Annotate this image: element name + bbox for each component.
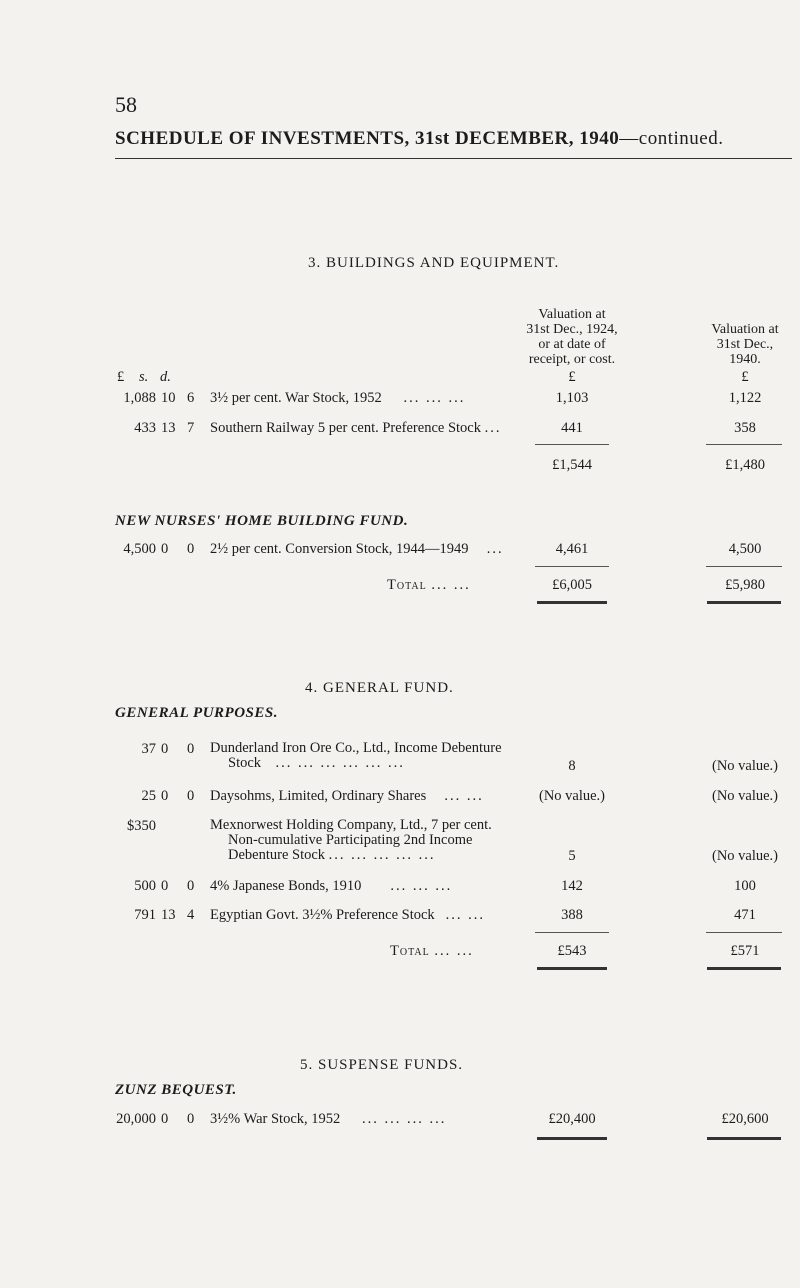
total-label-text: Total <box>390 943 430 959</box>
value-1924: 1,103 <box>555 390 589 406</box>
value-1924: 4,461 <box>555 541 589 557</box>
col1-header-line: Valuation at <box>538 307 606 322</box>
total-rule <box>535 566 609 567</box>
holding-description <box>210 1111 446 1128</box>
dot-leader: ... ... ... <box>390 878 453 894</box>
total-double-rule <box>707 601 781 604</box>
holding-shillings: 0 <box>161 541 169 557</box>
unit-pounds: £ <box>117 369 125 385</box>
description-line: Debenture Stock <box>228 847 326 863</box>
holding-description <box>210 818 492 863</box>
fund-subheading: NEW NURSES' HOME BUILDING FUND. <box>115 513 409 529</box>
total-1940: £5,980 <box>725 577 765 593</box>
holding-pounds: 25 <box>141 788 156 804</box>
section-5-title: 5. SUSPENSE FUNDS. <box>300 1057 464 1073</box>
value-1940: (No value.) <box>711 848 779 864</box>
value-1924: 388 <box>561 907 583 923</box>
value-1940: 471 <box>734 907 756 923</box>
total-label <box>390 943 474 960</box>
col1-header-line: or at date of <box>538 337 606 352</box>
section-3-title: 3. BUILDINGS AND EQUIPMENT. <box>308 255 560 271</box>
holding-pounds: 500 <box>134 878 156 894</box>
dot-leader: ... <box>484 420 502 436</box>
dot-leader: ... ... ... ... <box>362 1111 447 1127</box>
col1-header-line: receipt, or cost. <box>528 352 616 367</box>
holding-pence: 4 <box>187 907 195 923</box>
page-number: 58 <box>115 92 137 117</box>
total-1924: £543 <box>557 943 587 959</box>
subtotal-rule <box>706 444 782 445</box>
value-1924: 142 <box>561 878 583 894</box>
col2-header-line: 31st Dec., <box>716 337 774 352</box>
value-1940: 358 <box>734 420 756 436</box>
value-1940: (No value.) <box>711 758 779 774</box>
col2-header-line: Valuation at <box>711 322 779 337</box>
holding-pounds: 791 <box>134 907 156 923</box>
total-rule <box>535 932 609 933</box>
zunz-bequest-subheading: ZUNZ BEQUEST. <box>115 1082 237 1098</box>
holding-shillings: 0 <box>161 1111 169 1127</box>
value-1940: (No value.) <box>711 788 779 804</box>
holding-pence: 0 <box>187 741 195 757</box>
holding-shillings: 13 <box>161 907 176 923</box>
value-1940: 4,500 <box>728 541 762 557</box>
description-text: Southern Railway 5 per cent. Preference Stock <box>210 420 481 436</box>
unit-col2: £ <box>741 369 749 385</box>
col1-header <box>507 307 637 367</box>
total-rule <box>706 932 782 933</box>
holding-pounds: 433 <box>134 420 156 436</box>
dot-leader: ... ... <box>444 788 484 804</box>
heading-main: SCHEDULE OF INVESTMENTS, 31st DECEMBER, 1940 <box>115 128 620 149</box>
subtotal-1940: £1,480 <box>725 457 765 473</box>
dot-leader: ... ... <box>434 943 474 959</box>
total-1940: £571 <box>730 943 760 959</box>
value-1924: 441 <box>561 420 583 436</box>
holding-description <box>210 541 504 558</box>
general-purposes-subheading: GENERAL PURPOSES. <box>115 705 278 721</box>
dot-leader: ... ... ... ... ... <box>328 847 436 863</box>
total-label <box>387 577 471 594</box>
holding-shillings: 0 <box>161 741 169 757</box>
holding-pounds: 1,088 <box>123 390 156 406</box>
dot-leader: ... ... <box>445 907 485 923</box>
unit-pence: d. <box>160 369 171 385</box>
description-line: Non-cumulative Participating 2nd Income <box>228 832 473 848</box>
subtotal-1924: £1,544 <box>552 457 592 473</box>
holding-description <box>210 788 484 805</box>
description-text: 3½ per cent. War Stock, 1952 <box>210 390 382 406</box>
value-1924: (No value.) <box>538 788 606 804</box>
holding-description <box>210 741 502 771</box>
holding-pence: 0 <box>187 878 195 894</box>
total-double-rule <box>707 967 781 970</box>
holding-pence: 7 <box>187 420 195 436</box>
dot-leader: ... ... ... ... ... ... <box>275 755 405 771</box>
holding-description <box>210 390 465 407</box>
holding-pounds: 4,500 <box>123 541 156 557</box>
col2-header <box>690 322 800 367</box>
description-text: Egyptian Govt. 3½% Preference Stock <box>210 907 435 923</box>
dot-leader: ... <box>486 541 504 557</box>
heading-rule <box>115 158 792 159</box>
total-double-rule <box>537 967 607 970</box>
total-1924: £6,005 <box>552 577 592 593</box>
section-4-title: 4. GENERAL FUND. <box>305 680 454 696</box>
holding-shillings: 0 <box>161 788 169 804</box>
description-line: Mexnorwest Holding Company, Ltd., 7 per cent. <box>210 817 492 833</box>
total-label-text: Total <box>387 577 427 593</box>
holding-shillings: 13 <box>161 420 176 436</box>
value-1940: £20,600 <box>721 1111 769 1127</box>
holding-pounds: 37 <box>141 741 156 757</box>
col2-header-line: 1940. <box>729 352 761 367</box>
description-text: 3½% War Stock, 1952 <box>210 1111 341 1127</box>
holding-pence: 0 <box>187 541 195 557</box>
value-1940: 1,122 <box>728 390 762 406</box>
description-text: Daysohms, Limited, Ordinary Shares <box>210 788 427 804</box>
value-1924: 8 <box>568 758 576 774</box>
holding-shillings: 0 <box>161 878 169 894</box>
description-text: 4% Japanese Bonds, 1910 <box>210 878 362 894</box>
total-double-rule <box>537 601 607 604</box>
unit-shillings: s. <box>139 369 149 385</box>
value-1924: £20,400 <box>548 1111 596 1127</box>
unit-col1: £ <box>568 369 576 385</box>
page-heading <box>115 128 723 150</box>
holding-amount-dollars: $350 <box>127 818 156 834</box>
holding-pounds: 20,000 <box>116 1111 156 1127</box>
value-1924: 5 <box>568 848 576 864</box>
description-line: Dunderland Iron Ore Co., Ltd., Income Debenture <box>210 740 502 756</box>
dot-leader: ... ... ... <box>403 390 466 406</box>
holding-shillings: 10 <box>161 390 176 406</box>
description-text: 2½ per cent. Conversion Stock, 1944—1949 <box>210 541 469 557</box>
holding-description <box>210 420 501 437</box>
value-1940: 100 <box>734 878 756 894</box>
holding-pence: 0 <box>187 1111 195 1127</box>
total-double-rule <box>537 1137 607 1140</box>
heading-suffix: —continued. <box>619 128 724 149</box>
subtotal-rule <box>535 444 609 445</box>
holding-pence: 6 <box>187 390 195 406</box>
total-rule <box>706 566 782 567</box>
holding-description <box>210 907 485 924</box>
holding-description <box>210 878 452 895</box>
holding-pence: 0 <box>187 788 195 804</box>
total-double-rule <box>707 1137 781 1140</box>
description-line: Stock <box>228 755 262 771</box>
col1-header-line: 31st Dec., 1924, <box>526 322 618 337</box>
dot-leader: ... ... <box>431 577 471 593</box>
